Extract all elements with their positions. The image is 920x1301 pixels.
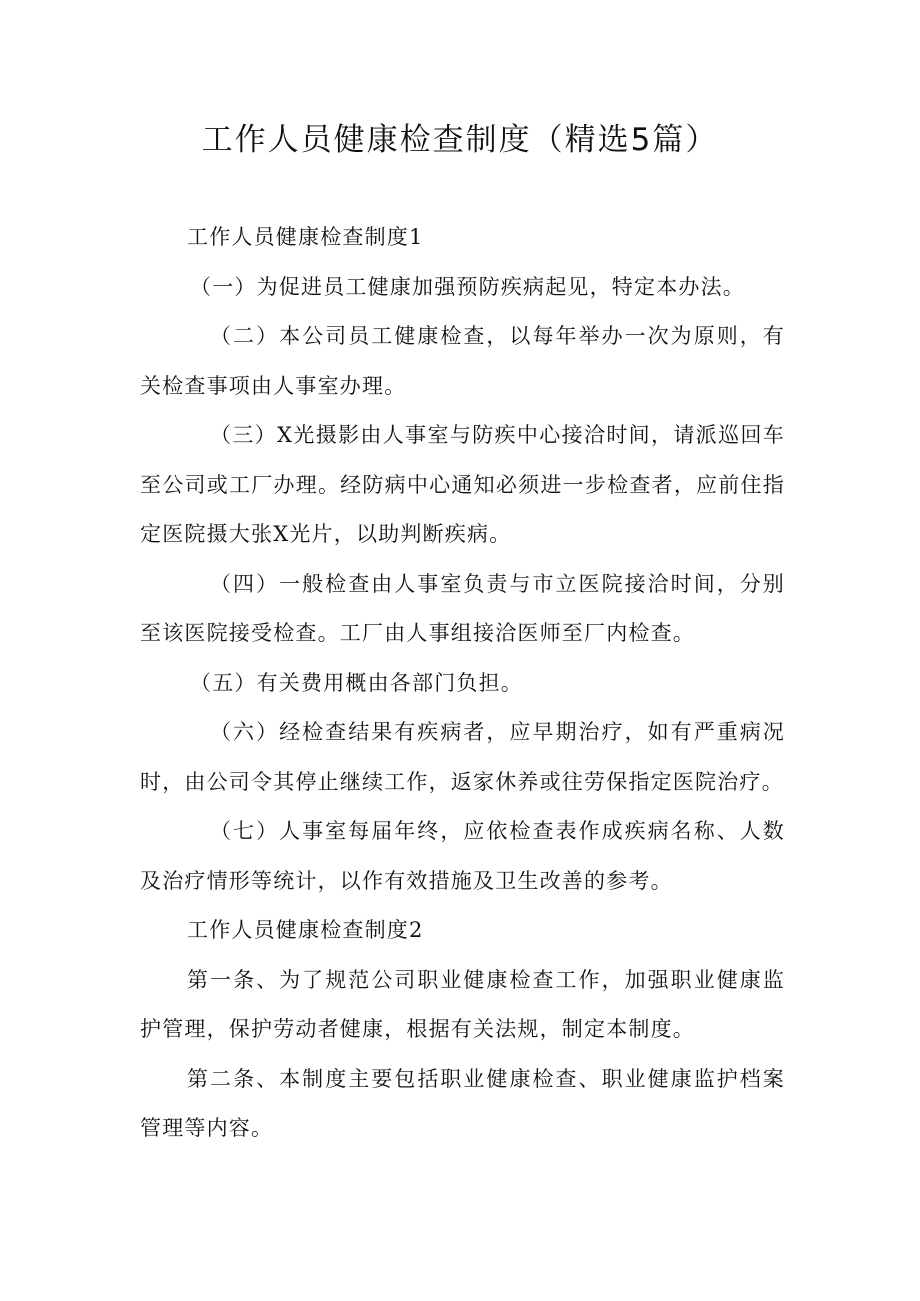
article-1: 第一条、为了规范公司职业健康检查工作，加强职业健康监护管理，保护劳动者健康，根据有关法规，制定本制度。	[140, 967, 785, 1041]
paragraph-5: （五）有关费用概由各部门负担。	[190, 670, 523, 695]
section-heading-1: 工作人员健康检查制度1	[187, 225, 424, 249]
paragraph-2: （二）本公司员工健康检查，以每年举办一次为原则，有关检查事项由人事室办理。	[140, 324, 785, 398]
paragraph-7: （七）人事室每届年终，应依检查表作成疾病名称、人数及治疗情形等统计，以作有效措施及卫生改善的参考。	[140, 819, 785, 893]
paragraph-3: （三）X光摄影由人事室与防疾中心接洽时间，请派巡回车至公司或工厂办理。经防病中心通知必须进一步检查者，应前住指定医院摄大张X光片，以助判断疾病。	[140, 423, 785, 546]
paragraph-6: （六）经检查结果有疾病者，应早期治疗，如有严重病况时，由公司令其停止继续工作，返家休养或往劳保指定医院治疗。	[140, 720, 785, 794]
paragraph-1: （一）为促进员工健康加强预防疾病起见，特定本办法。	[190, 274, 745, 299]
section-heading-2: 工作人员健康检查制度2	[187, 918, 424, 942]
document-title: 工作人员健康检查制度（精选5篇）	[201, 122, 719, 158]
document-body	[140, 213, 785, 1154]
paragraph-4: （四）一般检查由人事室负责与市立医院接洽时间，分别至该医院接受检查。工厂由人事组接洽医师至厂内检查。	[140, 571, 785, 645]
article-2: 第二条、本制度主要包括职业健康检查、职业健康监护档案管理等内容。	[140, 1066, 785, 1140]
